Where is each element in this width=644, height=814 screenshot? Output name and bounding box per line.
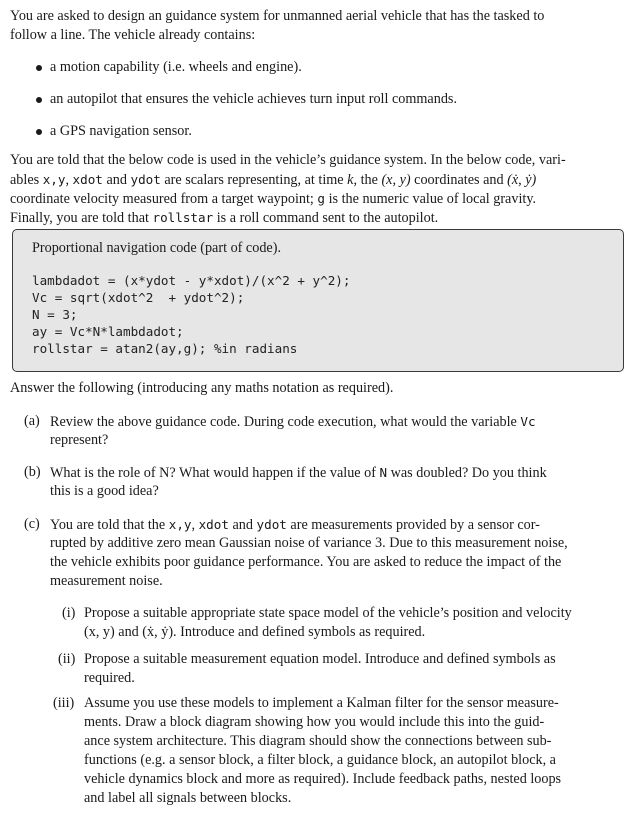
code-box <box>12 229 624 372</box>
desc-text: coordinates and <box>410 172 508 188</box>
code-line: lambdadot = (x*ydot - y*xdot)/(x^2 + y^2); <box>32 273 351 288</box>
question-c-line-4: measurement noise. <box>50 573 163 589</box>
subquestion-iii-line: and label all signals between blocks. <box>84 790 292 806</box>
question-c-line-1 <box>50 515 540 535</box>
subquestion-iii-line: functions (e.g. a sensor block, a filter block, a guidance block, an autopilot block, a <box>84 752 556 768</box>
question-text: You are told that the <box>50 517 169 533</box>
desc-line-4 <box>10 208 438 228</box>
subquestion-iii-line: ments. Draw a block diagram showing how you would include this into the guid- <box>84 714 545 730</box>
math-k: k <box>347 172 354 188</box>
desc-line-1 <box>10 151 625 170</box>
intro-line-2: follow a line. The vehicle already contains: <box>10 27 256 43</box>
code-token: x,y <box>168 517 192 532</box>
desc-text: are scalars representing, at time <box>160 172 348 188</box>
code-token: N <box>379 465 388 480</box>
question-text: Review the above guidance code. During code execution, what would the variable <box>50 414 521 430</box>
subquestion-label: (ii) <box>58 651 76 667</box>
question-label: (a) <box>24 413 40 429</box>
desc-text: is a roll command sent to the autopilot. <box>213 210 439 226</box>
code-token: ydot <box>130 172 161 187</box>
question-text: was doubled? Do you think <box>387 465 547 481</box>
subquestion-i-line: (x, y) and (ẋ, ẏ). Introduce and defined symbols as required. <box>84 624 426 640</box>
subquestion-iii-line: ance system architecture. This diagram should show the connections between sub- <box>84 733 552 749</box>
subquestion-iii-line: vehicle dynamics block and more as required). Include feedback paths, nested loops <box>84 771 562 787</box>
question-a-line-2: represent? <box>50 432 109 448</box>
math-xydot: (ẋ, ẏ) <box>507 172 537 188</box>
bullet-item: a GPS navigation sensor. <box>50 123 192 139</box>
question-b-line-2: this is a good idea? <box>50 483 159 499</box>
question-a-line-1 <box>50 412 536 432</box>
desc-line-3 <box>10 189 536 209</box>
desc-text: coordinate velocity measured from a target waypoint; <box>10 191 318 207</box>
desc-text: , <box>65 172 73 188</box>
code-line: rollstar = atan2(ay,g); %in radians <box>32 341 298 356</box>
subquestion-label: (iii) <box>53 695 75 711</box>
math-xy: (x, y) <box>381 172 411 188</box>
question-text: are measurements provided by a sensor cor- <box>286 517 540 533</box>
code-line: N = 3; <box>32 307 78 322</box>
code-token: x,y <box>42 172 66 187</box>
intro-line-1: You are asked to design an guidance system for unmanned aerial vehicle that has the tasked to <box>10 8 545 24</box>
code-token: ydot <box>256 517 287 532</box>
bullet-icon <box>36 97 42 103</box>
code-token: xdot <box>198 517 229 532</box>
desc-text: and <box>102 172 131 188</box>
question-text: and <box>228 517 257 533</box>
question-b-line-1 <box>50 463 547 483</box>
desc-text: , the <box>353 172 382 188</box>
code-box-title: Proportional navigation code (part of code). <box>32 240 281 256</box>
bullet-item: a motion capability (i.e. wheels and engine). <box>50 59 302 75</box>
subquestion-iii-line: Assume you use these models to implement a Kalman filter for the sensor measure- <box>84 695 559 711</box>
question-text: , <box>191 517 199 533</box>
code-token: xdot <box>72 172 103 187</box>
code-line: ay = Vc*N*lambdadot; <box>32 324 184 339</box>
answer-prompt: Answer the following (introducing any maths notation as required). <box>10 380 394 396</box>
desc-text: is the numeric value of local gravity. <box>325 191 537 207</box>
desc-text: You are told that the below code is used in the vehicle’s guidance system. In the below code, vari- <box>10 152 566 168</box>
bullet-item: an autopilot that ensures the vehicle achieves turn input roll commands. <box>50 91 457 107</box>
bullet-icon <box>36 129 42 135</box>
code-token: rollstar <box>152 210 214 225</box>
code-token: g <box>317 191 326 206</box>
code-token: Vc <box>520 414 536 429</box>
subquestion-ii-line: Propose a suitable measurement equation model. Introduce and defined symbols as <box>84 651 556 667</box>
desc-line-2 <box>10 170 536 190</box>
subquestion-i-line: Propose a suitable appropriate state space model of the vehicle’s position and velocity <box>84 605 572 621</box>
question-c-line-3: the vehicle exhibits poor guidance performance. You are asked to reduce the impact of the <box>50 554 562 570</box>
question-label: (c) <box>24 516 40 532</box>
desc-text: Finally, you are told that <box>10 210 153 226</box>
subquestion-label: (i) <box>62 605 76 621</box>
question-label: (b) <box>24 464 41 480</box>
desc-text: ables <box>10 172 43 188</box>
code-line: Vc = sqrt(xdot^2 + ydot^2); <box>32 290 245 305</box>
bullet-icon <box>36 65 42 71</box>
question-text: What is the role of N? What would happen if the value of <box>50 465 380 481</box>
question-c-line-2: rupted by additive zero mean Gaussian noise of variance 3. Due to this measurement noise, <box>50 535 568 551</box>
subquestion-ii-line: required. <box>84 670 135 686</box>
